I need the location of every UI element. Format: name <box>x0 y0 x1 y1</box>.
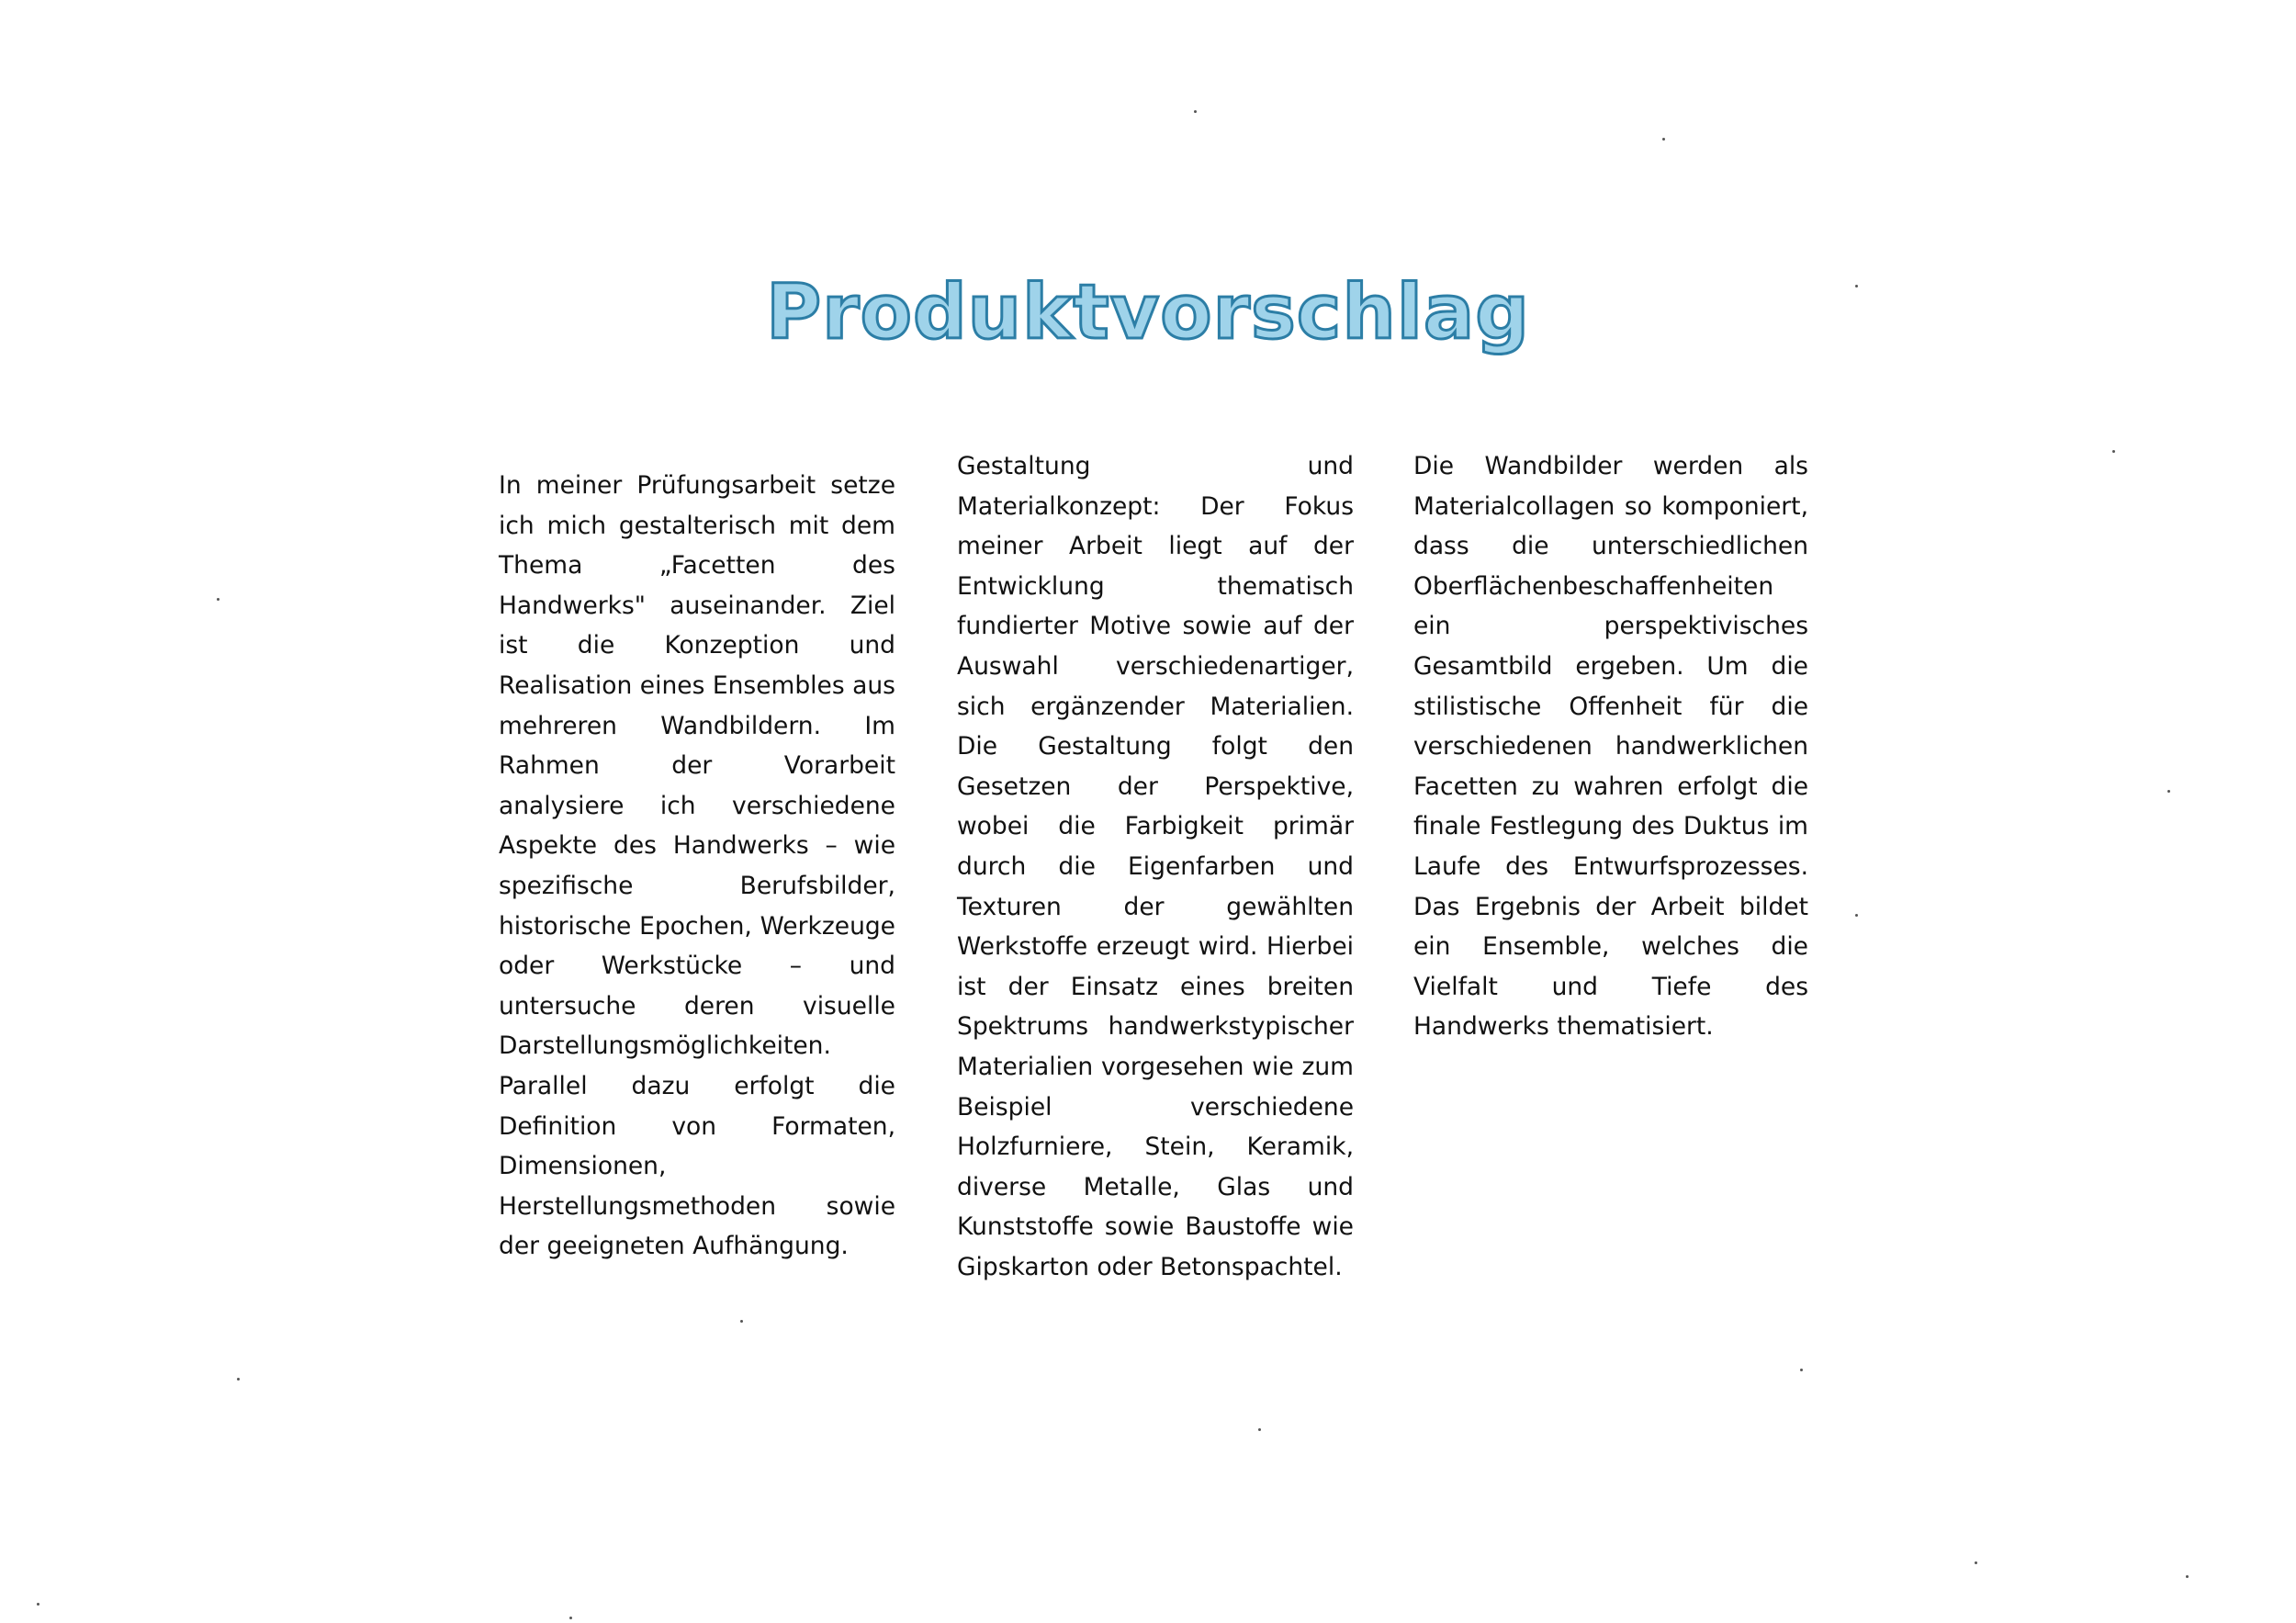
text-column-1 <box>499 466 895 1267</box>
scan-speck <box>2112 450 2115 453</box>
scan-speck <box>740 1320 743 1323</box>
page-title: Produktvorschlag <box>766 269 1530 356</box>
text-column-3 <box>1413 446 1808 1047</box>
scan-speck <box>2186 1575 2189 1578</box>
scan-speck <box>569 1617 572 1619</box>
text-column-2 <box>957 446 1354 1287</box>
scan-speck <box>237 1378 240 1381</box>
paragraph: In meiner Prüfungsarbeit setze ich mich gestalterisch mit dem Thema „Facetten des Handwerks" auseinander. Ziel ist die Konzeption und Realisation eines Ensembles aus mehreren Wandbildern. Im Rahmen der Vorarbeit analysiere ich verschiedene Aspekte des Handwerks – wie spezifische Berufsbilder, historische Epochen, Werkzeuge oder Werkstücke – und untersuche deren visuelle Darstellungsmöglichkeiten. <box>499 471 895 1061</box>
scan-speck <box>37 1603 39 1606</box>
scan-speck <box>1662 138 1665 141</box>
scan-speck <box>1855 285 1858 287</box>
scan-speck <box>1258 1428 1261 1431</box>
scan-speck <box>1855 914 1858 917</box>
paragraph: Gestaltung und Materialkonzept: Der Fokus meiner Arbeit liegt auf der Entwicklung thematisch fundierter Motive sowie auf der Auswahl verschiedenartiger, sich ergänzender Materialien. Die Gestaltung folgt den Gesetzen der Perspektive, wobei die Farbigkeit primär durch die Eigenfarben und Texturen der gewählten Werkstoffe erzeugt wird. Hierbei ist der Einsatz eines breiten Spektrums handwerkstypischer Materialien vorgesehen wie zum Beispiel verschiedene Holzfurniere, Stein, Keramik, diverse Metalle, Glas und Kunststoffe sowie Baustoffe wie Gipskarton oder Betonspachtel. <box>957 452 1354 1281</box>
paragraph: Parallel dazu erfolgt die Definition von Formaten, Dimensionen, Herstellungsmethoden sowie der geeigneten Aufhängung. <box>499 1071 895 1261</box>
scan-speck <box>1194 110 1197 113</box>
scan-speck <box>1800 1369 1803 1371</box>
scan-speck <box>2167 790 2170 793</box>
scan-speck <box>217 598 219 601</box>
scan-speck <box>1975 1561 1977 1564</box>
paragraph: Die Wandbilder werden als Materialcollagen so komponiert, dass die unterschiedlichen Oberflächenbeschaffenheiten ein perspektivisches Gesamtbild ergeben. Um die stilistische Offenheit für die verschiedenen handwerklichen Facetten zu wahren erfolgt die finale Festlegung des Duktus im Laufe des Entwurfsprozesses. Das Ergebnis der Arbeit bildet ein Ensemble, welches die Vielfalt und Tiefe des Handwerks thematisiert. <box>1413 452 1808 1042</box>
